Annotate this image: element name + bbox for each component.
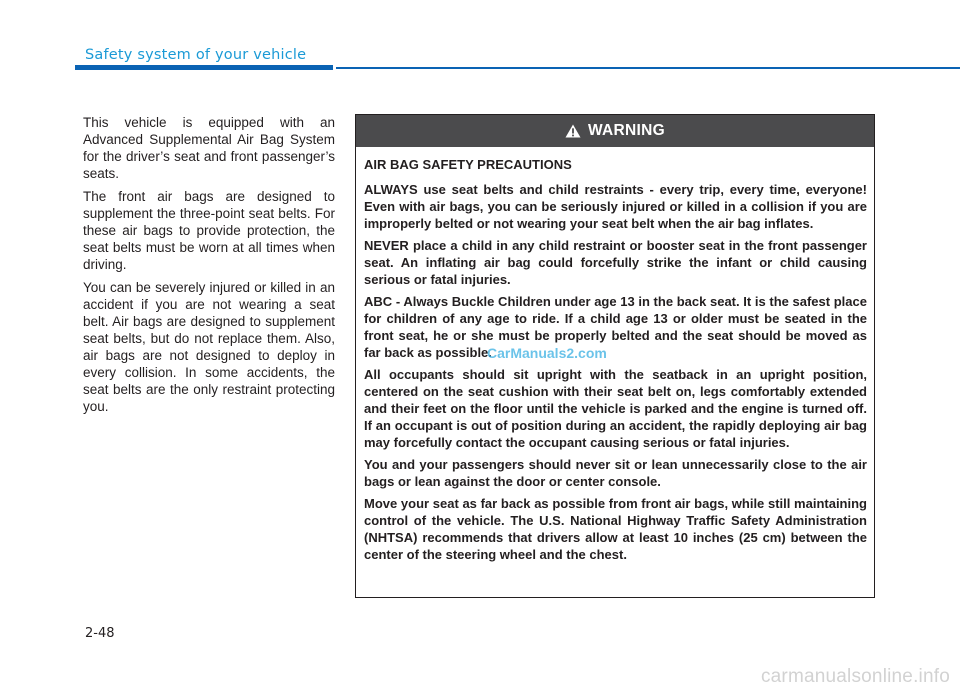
- warning-heading: AIR BAG SAFETY PRECAUTIONS: [364, 157, 572, 172]
- footer-watermark: carmanualsonline.info: [760, 666, 950, 687]
- warning-paragraph: All occupants should sit upright with the seatback in an upright position, centered on the seat cushion with their seat belt on, legs comfortably extended and their feet on the floor until the vehicle is parked and the engine is turned off. If an occupant is out of position during an accident, the rapidly deploying air bag may forcefully contact the occupant causing serious or fatal injuries.: [364, 367, 867, 450]
- warning-paragraph: ALWAYS use seat belts and child restraints - every trip, every time, everyone! Even with air bags, you can be seriously injured or killed in a collision if you are improperly belted or not wearing your seat belt when the air bag inflates.: [364, 182, 867, 231]
- warning-box: [355, 114, 875, 598]
- warning-header: [356, 115, 874, 147]
- warning-triangle-icon: [565, 124, 581, 138]
- header-rule-thin: [336, 67, 960, 69]
- warning-paragraph: ABC - Always Buckle Children under age 13 in the back seat. It is the safest place for children of any age to ride. If a child age 13 or older must be seated in the front seat, he or she must be properly belted and the seat should be moved as far back as possible.: [364, 294, 867, 360]
- warning-body: [356, 147, 874, 563]
- warning-paragraph: You and your passengers should never sit or lean unnecessarily close to the air bags or lean against the door or center console.: [364, 457, 867, 489]
- warning-paragraph: NEVER place a child in any child restraint or booster seat in the front passenger seat. An inflating air bag could forcefully strike the infant or child causing serious or fatal injuries.: [364, 238, 867, 287]
- page-number: 2-48: [85, 626, 115, 641]
- warning-title: WARNING: [587, 122, 665, 139]
- section-title: Safety system of your vehicle: [85, 47, 307, 63]
- intro-paragraph: The front air bags are designed to supplement the three-point seat belts. For these air bags to provide protection, the seat belts must be worn at all times when driving.: [83, 189, 335, 272]
- intro-text-column: [83, 114, 335, 421]
- header-rule-thick: [75, 65, 333, 70]
- intro-paragraph: You can be severely injured or killed in an accident if you are not wearing a seat belt. Air bags are designed to supplement seat belts, but do not replace them. Also, air bags are not designed to deploy in every collision. In some accidents, the seat belts are the only restraint protecting you.: [83, 280, 335, 414]
- watermark: CarManuals2.com: [487, 345, 607, 361]
- warning-paragraph: Move your seat as far back as possible from front air bags, while still maintaining control of the vehicle. The U.S. National Highway Traffic Safety Administration (NHTSA) recommends that drivers allow at least 10 inches (25 cm) between the center of the steering wheel and the chest.: [364, 496, 867, 562]
- intro-paragraph: This vehicle is equipped with an Advanced Supplemental Air Bag System for the driver’s seat and front passenger’s seats.: [83, 115, 335, 181]
